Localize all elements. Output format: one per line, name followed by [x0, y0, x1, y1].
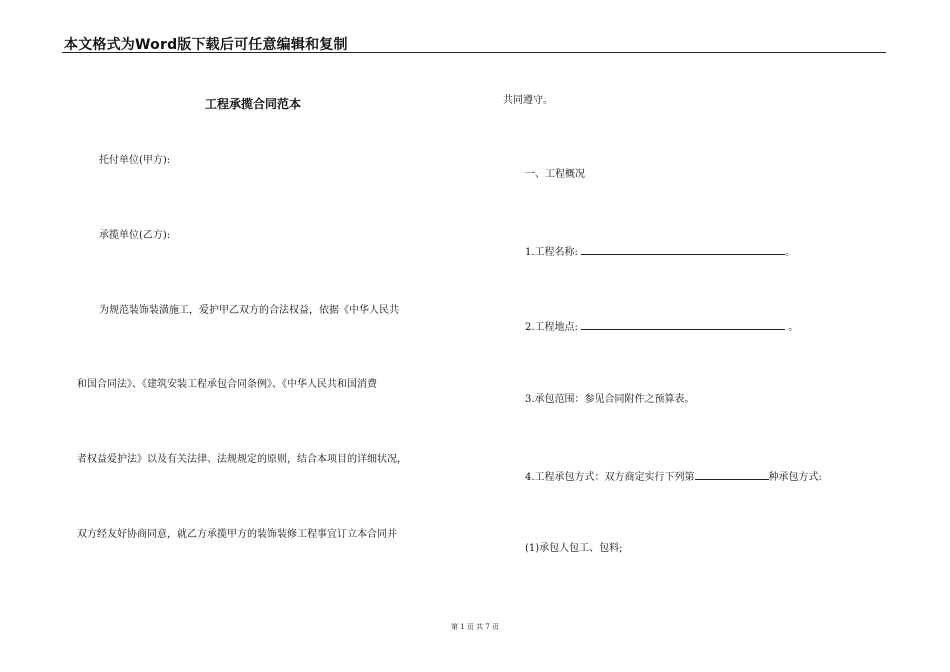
- section-heading-overview: 一、工程概况: [525, 169, 585, 180]
- project-location-blank: [581, 318, 785, 330]
- preamble-line-4: 双方经友好协商同意，就乙方承揽甲方的装饰装修工程事宜订立本合同并: [77, 529, 397, 540]
- project-name-end: 。: [785, 247, 796, 258]
- preamble-line-1: 为规范装饰装潢施工，爱护甲乙双方的合法权益，依据《中华人民共: [99, 305, 399, 316]
- contract-method-label: 4.工程承包方式：双方商定实行下列第: [525, 472, 695, 483]
- project-name-blank: [581, 243, 785, 255]
- page-footer: 第 1 页 共 7 页: [450, 623, 500, 631]
- method-option-1: (1)承包人包工、包料;: [525, 543, 623, 554]
- party-b-line: 承揽单位(乙方):: [99, 230, 171, 241]
- project-location-label: 2.工程地点:: [525, 322, 578, 333]
- party-a-line: 托付单位(甲方):: [99, 155, 171, 166]
- contract-method-end: 种承包方式:: [768, 472, 822, 483]
- document-title: 工程承揽合同范本: [205, 97, 302, 111]
- continuation-line: 共同遵守。: [503, 95, 553, 106]
- header-divider: [62, 52, 886, 53]
- project-location-line: [525, 318, 798, 335]
- project-name-label: 1.工程名称:: [525, 247, 578, 258]
- contract-scope-line: 3.承包范围：参见合同附件之预算表。: [525, 394, 695, 405]
- preamble-line-2: 和国合同法》、《建筑安装工程承包合同条例》、《中华人民共和国消费: [77, 379, 377, 390]
- preamble-line-3: 者权益爱护法》以及有关法律、法规规定的原则，结合本项目的详细状况，: [77, 454, 407, 465]
- contract-method-line: [525, 468, 822, 485]
- header-title: 本文格式为Word版下载后可任意编辑和复制: [64, 37, 348, 53]
- project-name-line: [525, 243, 795, 260]
- project-location-end: 。: [788, 322, 799, 333]
- contract-method-blank: [695, 468, 769, 480]
